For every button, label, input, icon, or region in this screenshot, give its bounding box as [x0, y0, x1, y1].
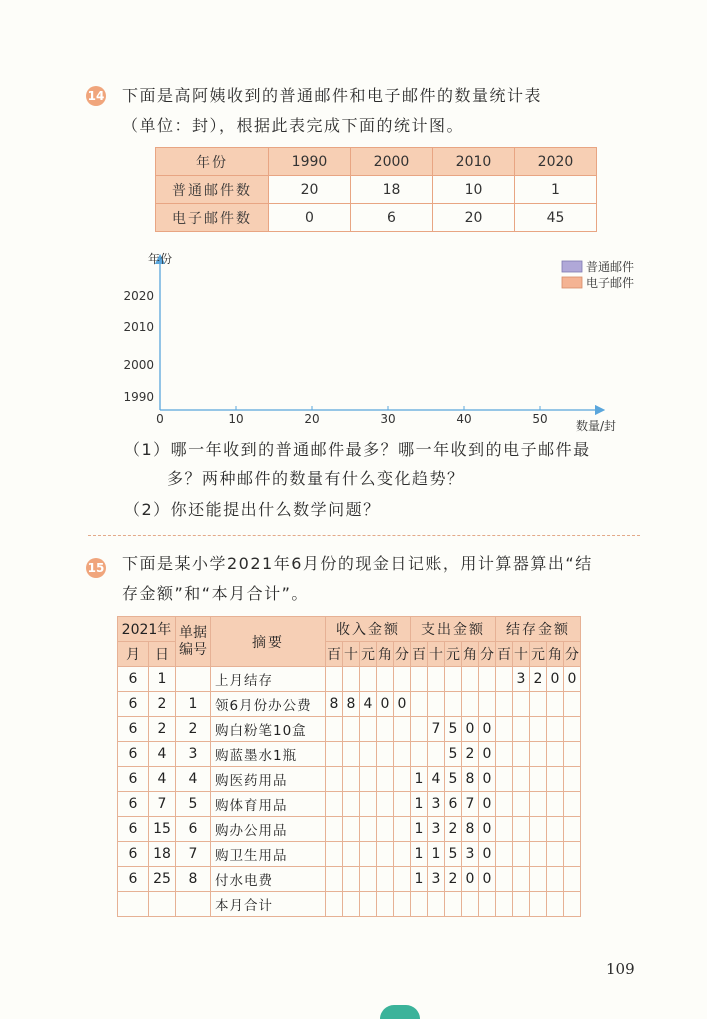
bal-digit-cell: [513, 692, 530, 717]
in-digit-cell: [326, 842, 343, 867]
bal-digit-cell: [547, 767, 564, 792]
value-cell: 45: [515, 204, 597, 232]
value-cell: 20: [269, 176, 351, 204]
month-cell: 6: [118, 667, 149, 692]
out-digit-cell: 4: [428, 767, 445, 792]
header-digit: 分: [479, 642, 496, 667]
header-digit: 百: [496, 642, 513, 667]
summary-cell: 领6月份办公费: [211, 692, 326, 717]
in-digit-cell: [394, 717, 411, 742]
in-digit-cell: [377, 842, 394, 867]
in-digit-cell: [326, 817, 343, 842]
q15-text-line2: 存金额”和“本月合计”。: [122, 584, 309, 603]
out-digit-cell: [445, 892, 462, 917]
q14-sub2: （2）你还能提出什么数学问题？: [124, 500, 381, 519]
day-cell: 1: [149, 667, 176, 692]
in-digit-cell: [360, 892, 377, 917]
day-cell: 2: [149, 692, 176, 717]
table-row: [118, 667, 581, 692]
in-digit-cell: [360, 767, 377, 792]
value-cell: 18: [351, 176, 433, 204]
in-digit-cell: [377, 892, 394, 917]
header-income: 收入金额: [326, 617, 411, 642]
header-balance: 结存金额: [496, 617, 581, 642]
day-cell: 15: [149, 817, 176, 842]
value-cell: 1: [515, 176, 597, 204]
bal-digit-cell: [530, 767, 547, 792]
header-digit: 百: [411, 642, 428, 667]
header-digit: 十: [428, 642, 445, 667]
in-digit-cell: [394, 842, 411, 867]
in-digit-cell: [326, 892, 343, 917]
in-digit-cell: [394, 667, 411, 692]
out-digit-cell: 0: [462, 717, 479, 742]
in-digit-cell: [360, 817, 377, 842]
out-digit-cell: 2: [462, 742, 479, 767]
summary-cell: 购办公用品: [211, 817, 326, 842]
out-digit-cell: [411, 892, 428, 917]
row-label-regular-mail: 普通邮件数: [156, 176, 269, 204]
year-cell: 2010: [433, 148, 515, 176]
out-digit-cell: 3: [428, 817, 445, 842]
in-digit-cell: [343, 667, 360, 692]
summary-cell: 付水电费: [211, 867, 326, 892]
header-digit: 分: [564, 642, 581, 667]
bal-digit-cell: [530, 867, 547, 892]
table-row: [118, 892, 581, 917]
in-digit-cell: [377, 767, 394, 792]
q14-text-line1: 下面是高阿姨收到的普通邮件和电子邮件的数量统计表: [122, 86, 543, 105]
month-cell: 6: [118, 742, 149, 767]
legend-label-regular: 普通邮件: [586, 260, 635, 274]
out-digit-cell: 0: [462, 867, 479, 892]
bal-digit-cell: [564, 692, 581, 717]
bal-digit-cell: [564, 717, 581, 742]
table-row: [118, 867, 581, 892]
out-digit-cell: [411, 742, 428, 767]
bal-digit-cell: [547, 817, 564, 842]
voucher-cell: [176, 667, 211, 692]
out-digit-cell: [462, 692, 479, 717]
table-row: [118, 817, 581, 842]
bal-digit-cell: [530, 842, 547, 867]
out-digit-cell: 1: [411, 867, 428, 892]
out-digit-cell: 0: [479, 792, 496, 817]
bal-digit-cell: [564, 742, 581, 767]
y-tick-label: 2010: [123, 320, 154, 334]
out-digit-cell: 0: [479, 867, 496, 892]
in-digit-cell: [360, 867, 377, 892]
out-digit-cell: 1: [411, 817, 428, 842]
header-voucher: 单据编号: [176, 617, 211, 667]
page-number: 109: [606, 960, 635, 978]
out-digit-cell: 0: [479, 767, 496, 792]
voucher-cell: 5: [176, 792, 211, 817]
x-tick-label: 40: [456, 412, 472, 426]
bal-digit-cell: [496, 892, 513, 917]
legend-swatch-regular: [562, 261, 582, 272]
out-digit-cell: 2: [445, 867, 462, 892]
legend-label-email: 电子邮件: [586, 276, 635, 290]
bal-digit-cell: [547, 867, 564, 892]
in-digit-cell: [343, 792, 360, 817]
cash-journal-table: [117, 616, 581, 917]
out-digit-cell: 3: [428, 792, 445, 817]
bal-digit-cell: [496, 692, 513, 717]
header-digit: 十: [513, 642, 530, 667]
year-cell: 2000: [351, 148, 433, 176]
in-digit-cell: [360, 792, 377, 817]
in-digit-cell: [377, 717, 394, 742]
out-digit-cell: 0: [479, 742, 496, 767]
in-digit-cell: [394, 742, 411, 767]
out-digit-cell: 3: [428, 867, 445, 892]
day-cell: 25: [149, 867, 176, 892]
summary-cell: 购白粉笔10盒: [211, 717, 326, 742]
row-label-email: 电子邮件数: [156, 204, 269, 232]
voucher-cell: 4: [176, 767, 211, 792]
month-cell: [118, 892, 149, 917]
value-cell: 6: [351, 204, 433, 232]
header-digit: 角: [377, 642, 394, 667]
in-digit-cell: [377, 817, 394, 842]
out-digit-cell: 1: [411, 767, 428, 792]
bal-digit-cell: 3: [513, 667, 530, 692]
summary-cell: 购体育用品: [211, 792, 326, 817]
out-digit-cell: 0: [479, 717, 496, 742]
table-row: [118, 792, 581, 817]
question-14-badge: 14: [86, 86, 106, 106]
bottom-tab-decoration: [380, 1005, 420, 1019]
in-digit-cell: [326, 792, 343, 817]
out-digit-cell: 1: [411, 792, 428, 817]
bal-digit-cell: [547, 842, 564, 867]
voucher-cell: [176, 892, 211, 917]
table-row: [118, 742, 581, 767]
x-tick-label: 50: [532, 412, 548, 426]
bal-digit-cell: [513, 817, 530, 842]
bal-digit-cell: [564, 767, 581, 792]
table-row: [118, 842, 581, 867]
out-digit-cell: 0: [479, 817, 496, 842]
bal-digit-cell: [513, 842, 530, 867]
bal-digit-cell: [547, 792, 564, 817]
q14-sub1-line1: （1）哪一年收到的普通邮件最多？哪一年收到的电子邮件最: [124, 440, 591, 459]
day-cell: 2: [149, 717, 176, 742]
bal-digit-cell: [513, 767, 530, 792]
voucher-cell: 1: [176, 692, 211, 717]
section-divider: [88, 535, 640, 536]
month-cell: 6: [118, 792, 149, 817]
bal-digit-cell: [513, 792, 530, 817]
mail-bar-chart: [110, 245, 660, 440]
out-digit-cell: 7: [428, 717, 445, 742]
header-digit: 百: [326, 642, 343, 667]
bal-digit-cell: [496, 742, 513, 767]
in-digit-cell: [326, 867, 343, 892]
bal-digit-cell: 0: [564, 667, 581, 692]
y-tick-label: 2000: [123, 358, 154, 372]
in-digit-cell: [360, 667, 377, 692]
bal-digit-cell: [530, 792, 547, 817]
out-digit-cell: [445, 692, 462, 717]
bal-digit-cell: [547, 692, 564, 717]
day-cell: 18: [149, 842, 176, 867]
in-digit-cell: [360, 842, 377, 867]
out-digit-cell: 3: [462, 842, 479, 867]
summary-cell: 购卫生用品: [211, 842, 326, 867]
summary-cell: 上月结存: [211, 667, 326, 692]
out-digit-cell: 5: [445, 742, 462, 767]
header-month: 月: [118, 642, 149, 667]
bal-digit-cell: [547, 717, 564, 742]
value-cell: 20: [433, 204, 515, 232]
in-digit-cell: [343, 892, 360, 917]
bal-digit-cell: [513, 892, 530, 917]
out-digit-cell: [428, 667, 445, 692]
voucher-cell: 6: [176, 817, 211, 842]
out-digit-cell: 5: [445, 842, 462, 867]
out-digit-cell: 6: [445, 792, 462, 817]
month-cell: 6: [118, 717, 149, 742]
in-digit-cell: [394, 817, 411, 842]
bal-digit-cell: [547, 892, 564, 917]
in-digit-cell: 0: [377, 692, 394, 717]
summary-cell: 购医药用品: [211, 767, 326, 792]
header-digit: 角: [547, 642, 564, 667]
mail-count-table: [155, 147, 597, 232]
month-cell: 6: [118, 842, 149, 867]
x-tick-label: 30: [380, 412, 396, 426]
in-digit-cell: [394, 892, 411, 917]
in-digit-cell: [343, 717, 360, 742]
table-row: [118, 692, 581, 717]
in-digit-cell: [343, 867, 360, 892]
value-cell: 10: [433, 176, 515, 204]
table-row: [118, 717, 581, 742]
bal-digit-cell: [496, 792, 513, 817]
out-digit-cell: 1: [411, 842, 428, 867]
header-summary: 摘要: [211, 617, 326, 667]
bal-digit-cell: [564, 842, 581, 867]
in-digit-cell: [377, 792, 394, 817]
bal-digit-cell: [496, 867, 513, 892]
header-digit: 分: [394, 642, 411, 667]
day-cell: [149, 892, 176, 917]
bal-digit-cell: [496, 767, 513, 792]
bal-digit-cell: [496, 717, 513, 742]
month-cell: 6: [118, 692, 149, 717]
out-digit-cell: [428, 892, 445, 917]
header-day: 日: [149, 642, 176, 667]
bal-digit-cell: [530, 742, 547, 767]
x-tick-label: 20: [304, 412, 320, 426]
legend-swatch-email: [562, 277, 582, 288]
out-digit-cell: [479, 892, 496, 917]
in-digit-cell: [326, 742, 343, 767]
out-digit-cell: 2: [445, 817, 462, 842]
in-digit-cell: [377, 742, 394, 767]
in-digit-cell: [326, 717, 343, 742]
bal-digit-cell: [530, 892, 547, 917]
bal-digit-cell: 0: [547, 667, 564, 692]
in-digit-cell: [360, 742, 377, 767]
in-digit-cell: [343, 842, 360, 867]
in-digit-cell: 0: [394, 692, 411, 717]
out-digit-cell: 1: [428, 842, 445, 867]
bal-digit-cell: [530, 817, 547, 842]
header-digit: 角: [462, 642, 479, 667]
bal-digit-cell: [513, 717, 530, 742]
out-digit-cell: [411, 692, 428, 717]
month-cell: 6: [118, 817, 149, 842]
out-digit-cell: [428, 742, 445, 767]
bal-digit-cell: [530, 692, 547, 717]
y-axis-label: 年份: [148, 252, 173, 266]
bal-digit-cell: [496, 667, 513, 692]
x-tick-label: 0: [156, 412, 164, 426]
day-cell: 4: [149, 742, 176, 767]
day-cell: 7: [149, 792, 176, 817]
y-tick-label: 2020: [123, 289, 154, 303]
out-digit-cell: [479, 692, 496, 717]
bal-digit-cell: [530, 717, 547, 742]
in-digit-cell: [394, 792, 411, 817]
in-digit-cell: [343, 742, 360, 767]
voucher-cell: 2: [176, 717, 211, 742]
table-header-year: 年份: [156, 148, 269, 176]
voucher-cell: 3: [176, 742, 211, 767]
q14-text-line2: （单位：封），根据此表完成下面的统计图。: [122, 116, 465, 135]
out-digit-cell: [479, 667, 496, 692]
q14-sub1-line2: 多？两种邮件的数量有什么变化趋势？: [167, 469, 465, 488]
summary-cell: 本月合计: [211, 892, 326, 917]
bal-digit-cell: [564, 867, 581, 892]
in-digit-cell: [360, 717, 377, 742]
bal-digit-cell: [496, 842, 513, 867]
bal-digit-cell: 2: [530, 667, 547, 692]
value-cell: 0: [269, 204, 351, 232]
in-digit-cell: [326, 767, 343, 792]
in-digit-cell: [394, 867, 411, 892]
voucher-cell: 8: [176, 867, 211, 892]
out-digit-cell: 5: [445, 717, 462, 742]
bal-digit-cell: [513, 867, 530, 892]
summary-cell: 购蓝墨水1瓶: [211, 742, 326, 767]
bal-digit-cell: [496, 817, 513, 842]
header-digit: 十: [343, 642, 360, 667]
in-digit-cell: 8: [343, 692, 360, 717]
header-year: 2021年: [118, 617, 176, 642]
day-cell: 4: [149, 767, 176, 792]
in-digit-cell: [343, 767, 360, 792]
header-expense: 支出金额: [411, 617, 496, 642]
voucher-cell: 7: [176, 842, 211, 867]
month-cell: 6: [118, 767, 149, 792]
bal-digit-cell: [564, 817, 581, 842]
in-digit-cell: [343, 817, 360, 842]
in-digit-cell: [326, 667, 343, 692]
bal-digit-cell: [564, 792, 581, 817]
in-digit-cell: 4: [360, 692, 377, 717]
question-15-badge: 15: [86, 558, 106, 578]
out-digit-cell: [462, 667, 479, 692]
y-tick-label: 1990: [123, 390, 154, 404]
out-digit-cell: 5: [445, 767, 462, 792]
out-digit-cell: [445, 667, 462, 692]
month-cell: 6: [118, 867, 149, 892]
out-digit-cell: 8: [462, 767, 479, 792]
out-digit-cell: 0: [479, 842, 496, 867]
x-tick-label: 10: [228, 412, 244, 426]
bal-digit-cell: [547, 742, 564, 767]
in-digit-cell: 8: [326, 692, 343, 717]
in-digit-cell: [394, 767, 411, 792]
bal-digit-cell: [564, 892, 581, 917]
out-digit-cell: [428, 692, 445, 717]
out-digit-cell: [462, 892, 479, 917]
header-digit: 元: [530, 642, 547, 667]
in-digit-cell: [377, 667, 394, 692]
in-digit-cell: [377, 867, 394, 892]
bal-digit-cell: [513, 742, 530, 767]
x-axis-label: 数量/封: [576, 419, 617, 433]
out-digit-cell: [411, 667, 428, 692]
out-digit-cell: [411, 717, 428, 742]
header-digit: 元: [360, 642, 377, 667]
out-digit-cell: 8: [462, 817, 479, 842]
year-cell: 1990: [269, 148, 351, 176]
table-row: [118, 767, 581, 792]
q15-text-line1: 下面是某小学2021年6月份的现金日记账，用计算器算出“结: [122, 554, 593, 573]
header-digit: 元: [445, 642, 462, 667]
year-cell: 2020: [515, 148, 597, 176]
out-digit-cell: 7: [462, 792, 479, 817]
